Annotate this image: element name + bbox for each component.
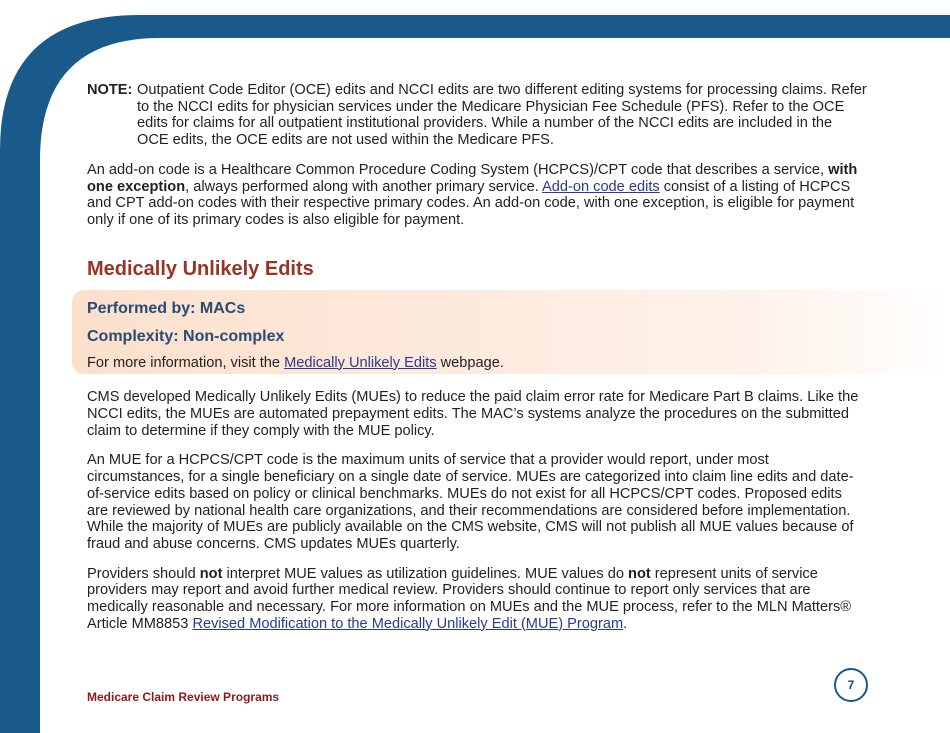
mm8853-link[interactable]: Revised Modification to the Medically Unlikely Edit (MUE) Program — [192, 615, 624, 632]
performed-by: Performed by: MACs — [87, 299, 246, 317]
mue3-end: . — [623, 615, 628, 632]
addon-bold: with one exception — [87, 161, 858, 195]
mue-webpage-link[interactable]: Medically Unlikely Edits — [284, 354, 437, 371]
main-content — [87, 82, 867, 645]
note-text: Outpatient Code Editor (OCE) edits and NCCI edits are two different editing systems for processing claims. Refer to the NCCI edits for physician services under the Medicare Physician Fee Schedule (PFS). Refer to the OCE edits for claims for all outpatient institutional providers. While a number of the NCCI edits are included in the OCE edits, the OCE edits are not used within the Medicare PFS. — [137, 82, 867, 149]
addon-text-3: consist of a listing of HCPCS and CPT add-on codes with their respective primary codes. An add-on code, with one exception, is eligible for payment only if one of its primary codes is also eligible for payment. — [87, 178, 855, 228]
mue3-not-1: not — [199, 565, 223, 582]
footer-title: Medicare Claim Review Programs — [87, 690, 280, 704]
note-block — [87, 82, 867, 149]
mue-paragraph-2: An MUE for a HCPCS/CPT code is the maximum units of service that a provider would report, under most circumstances, for a single beneficiary on a single date of service. MUEs are categorized into claim line edits and date-of-service edits based on policy or clinical benchmarks. MUEs do not exist for all HCPCS/CPT codes. Proposed edits are reviewed by national health care organizations, and their recommendations are considered before implementation. While the majority of MUEs are publicly available on the CMS website, CMS will not publish all MUE values because of fraud and abuse concerns. CMS updates MUEs quarterly. — [87, 452, 854, 552]
more-info-pre: For more information, visit the — [87, 354, 285, 371]
mue-paragraph-1: CMS developed Medically Unlikely Edits (MUEs) to reduce the paid claim error rate for Medicare Part B claims. Like the NCCI edits, the MUEs are automated prepayment edits. The MAC’s systems analyze the procedures on the submitted claim to determine if they comply with the MUE policy. — [87, 389, 859, 439]
more-info — [87, 355, 867, 372]
addon-text-2: , always performed along with another primary service. — [185, 178, 543, 195]
mue-paragraph-3 — [87, 566, 867, 633]
mue3-text-c: represent units of service providers may report and avoid further medical review. Providers should continue to report only services that are medically reasonable and necessary. For more information on MUEs and the MUE process, refer to the MLN Matters® Article MM8853 — [87, 565, 851, 632]
section-title: Medically Unlikely Edits — [87, 257, 314, 280]
note-label: NOTE: — [87, 82, 133, 98]
mue3-not-2: not — [628, 565, 651, 582]
addon-code-edits-link[interactable]: Add-on code edits — [542, 178, 660, 195]
more-info-post: webpage. — [436, 354, 504, 371]
addon-paragraph — [87, 162, 867, 229]
mue3-text-a: Providers should — [87, 565, 200, 582]
addon-text-1: An add-on code is a Healthcare Common Procedure Coding System (HCPCS)/CPT code that describes a service, — [87, 161, 829, 178]
page-number: 7 — [834, 668, 868, 702]
mue3-text-b: interpret MUE values as utilization guidelines. MUE values do — [222, 565, 629, 582]
complexity: Complexity: Non-complex — [87, 327, 285, 345]
